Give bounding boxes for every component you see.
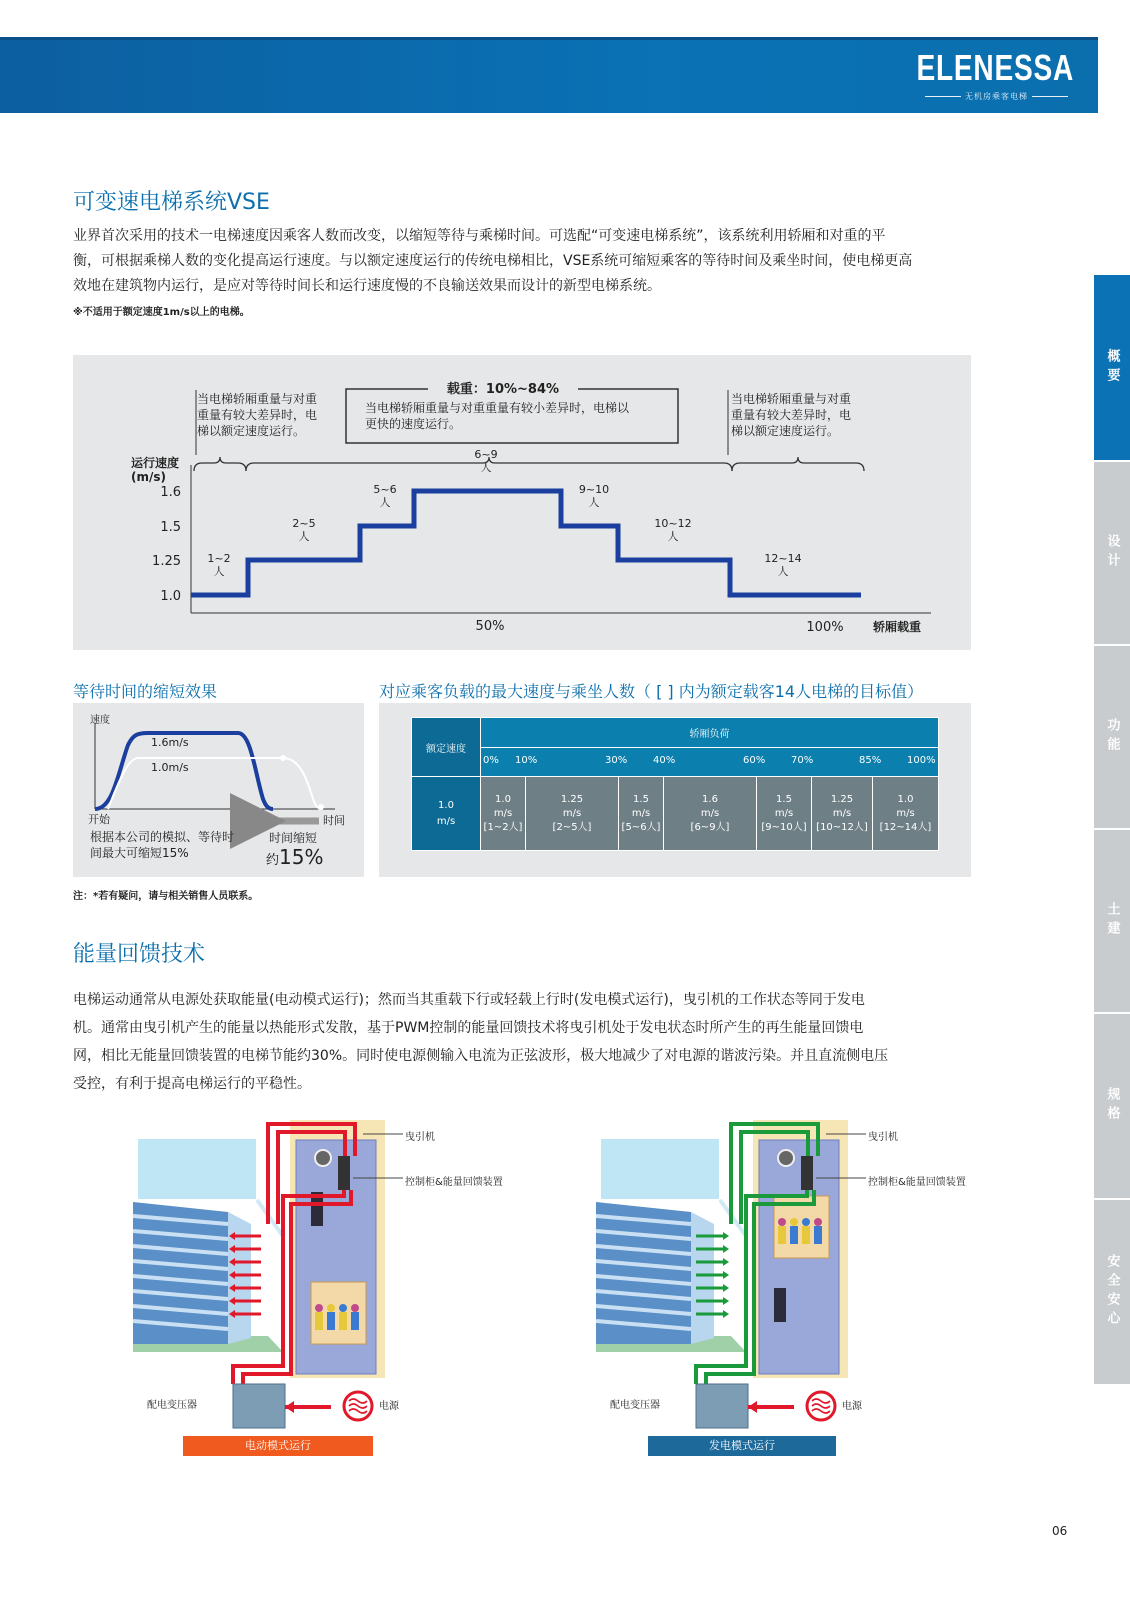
control-cabinet-icon <box>801 1156 813 1190</box>
cell-unit: m/s <box>562 807 582 819</box>
table-cell <box>526 777 619 851</box>
middle-annotation-box <box>346 389 678 443</box>
step-label: 6~9 人 <box>474 448 498 474</box>
traction-machine-icon <box>778 1150 794 1166</box>
cell-unit: m/s <box>631 807 651 819</box>
chart-y-label: 运行速度(m/s) <box>131 456 180 484</box>
step-label: 10~12 人 <box>654 517 692 543</box>
cell-people: [1~2人] <box>483 821 523 833</box>
table-cell <box>873 777 939 851</box>
side-tab-label: 规格 <box>1104 1087 1120 1125</box>
wait-x-label: 时间 <box>323 814 345 827</box>
wait-speed-low: 1.0m/s <box>151 761 189 774</box>
middle-annotation: 当电梯轿厢重量与对重重量有较小差异时，电梯以更快的速度运行。 <box>365 401 630 431</box>
vse-line: 衡，可根据乘梯人数的变化提高运行速度。与以额定速度运行的传统电梯相比，VSE系统可缩短乘客的等待时间及乘坐时间，使电梯更高 <box>73 253 913 269</box>
side-tab-overview[interactable] <box>1094 275 1130 462</box>
vse-line: 效地在建筑物内运行，是应对等待时间长和运行速度慢的不良输送效果而设计的新型电梯系统。 <box>73 278 661 294</box>
cell-unit: m/s <box>832 807 852 819</box>
table-note: 注：*若有疑问，请与相关销售人员联系。 <box>73 891 259 902</box>
cell-people: [6~9人] <box>690 821 730 833</box>
wait-curve-low <box>108 758 321 809</box>
cell-people: [2~5人] <box>552 821 592 833</box>
transformer-icon <box>696 1384 748 1428</box>
mode-label: 电动模式运行 <box>183 1436 373 1456</box>
transformer-label: 配电变压器 <box>147 1400 197 1411</box>
traction-label: 曳引机 <box>868 1132 898 1143</box>
side-tab-design[interactable] <box>1094 462 1130 646</box>
side-tab-civil[interactable] <box>1094 830 1130 1014</box>
controller-label: 控制柜&能量回馈装置 <box>405 1177 503 1188</box>
rated-speed-header: 额定速度 <box>412 718 481 777</box>
sky-panel <box>137 1138 257 1200</box>
percent-label: 40% <box>653 755 676 766</box>
sky-panel <box>600 1138 720 1200</box>
cell-speed: 1.5 <box>633 793 649 805</box>
wait-panel <box>73 703 364 877</box>
wait-reduction-value: 15% <box>279 845 324 869</box>
vse-chart-panel <box>73 355 971 650</box>
regen-line: 受控，有利于提高电梯运行的平稳性。 <box>73 1076 311 1092</box>
wait-y-label: 速度 <box>90 715 110 726</box>
step-label: 12~14 人 <box>764 552 802 578</box>
cell-speed: 1.25 <box>830 793 854 805</box>
y-tick-label: 1.6 <box>160 485 181 500</box>
traction-label: 曳引机 <box>405 1132 435 1143</box>
counterweight-icon <box>774 1288 786 1322</box>
percent-label: 100% <box>907 755 936 766</box>
vse-step-chart <box>73 355 971 650</box>
percent-label: 70% <box>791 755 814 766</box>
cell-speed: 1.5 <box>776 793 792 805</box>
transformer-label: 配电变压器 <box>610 1400 660 1411</box>
control-cabinet-icon <box>338 1156 350 1190</box>
left-annotation: 当电梯轿厢重量与对重重量有较大差异时，电梯以额定速度运行。 <box>197 392 318 438</box>
cell-speed: 1.6 <box>702 793 718 805</box>
transformer-icon <box>233 1384 285 1428</box>
table-panel <box>379 703 971 877</box>
vse-paragraph <box>73 224 993 299</box>
cell-speed: 1.0 <box>897 793 914 805</box>
x-tick-label: 50% <box>475 619 505 634</box>
side-tab-spec[interactable] <box>1094 1014 1130 1200</box>
vse-line: 业界首次采用的技术一电梯速度因乘客人数而改变，以缩短等待与乘梯时间。可选配“可变速电梯系统”，该系统利用轿厢和对重的平 <box>73 228 886 244</box>
cell-unit: m/s <box>774 807 794 819</box>
percent-row <box>481 748 939 777</box>
wait-speed-high: 1.6m/s <box>151 736 189 749</box>
side-tab-label: 功能 <box>1104 718 1120 756</box>
wait-reduction-prefix: 约 <box>266 853 280 868</box>
y-tick-label: 1.0 <box>160 589 181 604</box>
range-brace <box>732 457 864 471</box>
rated-speed-value <box>412 777 481 851</box>
mode-label: 发电模式运行 <box>648 1436 836 1456</box>
step-label: 1~2 人 <box>207 552 231 578</box>
wait-note: 根据本公司的模拟、等待时 间最大可缩短15% <box>90 830 235 860</box>
percent-label: 85% <box>859 755 882 766</box>
cell-unit: m/s <box>700 807 720 819</box>
brand-subtitle: 无机房乘客电梯 <box>921 91 1072 102</box>
chart-x-label: 轿厢载重 <box>873 620 922 634</box>
wait-start-label: 开始 <box>88 813 110 826</box>
step-label: 9~10 人 <box>578 483 610 509</box>
side-tab-label: 概要 <box>1104 348 1120 387</box>
regen-line: 机。通常由曳引机产生的能量以热能形式发散，基于PWM控制的能量回馈技术将曳引机处于发电状态时所产生的再生能量回馈电 <box>73 1020 864 1036</box>
side-tab-label: 土建 <box>1104 902 1120 940</box>
side-tab-function[interactable] <box>1094 646 1130 830</box>
wait-title: 等待时间的缩短效果 <box>73 682 218 701</box>
table-cell <box>664 777 757 851</box>
cell-people: [12~14人] <box>879 821 932 833</box>
regen-paragraph <box>73 986 993 1098</box>
middle-annotation-title: 载重：10%~84% <box>446 382 560 397</box>
y-tick-label: 1.25 <box>152 554 181 569</box>
table-cell <box>812 777 873 851</box>
brand-logo: ELENESSA <box>916 47 1074 88</box>
side-tab-label: 安全安心 <box>1104 1254 1120 1330</box>
table-cell <box>757 777 812 851</box>
step-label: 2~5 人 <box>292 517 316 543</box>
side-tab-label: 设计 <box>1104 534 1120 572</box>
wait-reduction-label: 时间缩短 <box>269 831 318 845</box>
cell-unit: m/s <box>493 807 513 819</box>
regen-line: 网，相比无能量回馈装置的电梯节能约30%。同时使电源侧输入电流为正弦波形，极大地减少了对电源的谐波污染。并且直流侧电压 <box>73 1048 889 1064</box>
right-annotation: 当电梯轿厢重量与对重重量有较大差异时，电梯以额定速度运行。 <box>731 392 852 438</box>
page-number: 06 <box>1052 1524 1068 1538</box>
x-tick-label: 100% <box>806 620 844 635</box>
table-cell <box>619 777 664 851</box>
power-label: 电源 <box>379 1401 399 1412</box>
step-label: 5~6 人 <box>373 483 397 509</box>
range-brace <box>194 457 246 471</box>
load-header: 轿厢负荷 <box>481 718 939 748</box>
y-tick-label: 1.5 <box>160 520 181 535</box>
speed-table <box>411 717 939 851</box>
cell-speed: 1.0 <box>495 793 511 805</box>
header-band <box>0 37 1098 113</box>
vse-title: 可变速电梯系统VSE <box>73 190 270 215</box>
table-cell <box>481 777 526 851</box>
percent-label: 30% <box>605 755 628 766</box>
wait-reduction <box>266 845 323 869</box>
cell-people: [5~6人] <box>621 821 661 833</box>
cell-unit: m/s <box>896 807 915 819</box>
regen-title: 能量回馈技术 <box>73 942 206 967</box>
cell-people: [9~10人] <box>761 821 807 833</box>
vse-note: ※不适用于额定速度1m/s以上的电梯。 <box>73 307 250 318</box>
table-title: 对应乘客负载的最大速度与乘坐人数（ [ ] 内为额定载客14人电梯的目标值） <box>379 682 924 701</box>
percent-label: 0% <box>483 755 499 766</box>
cell-speed: 1.25 <box>560 793 584 805</box>
traction-machine-icon <box>315 1150 331 1166</box>
controller-label: 控制柜&能量回馈装置 <box>868 1177 966 1188</box>
regen-line: 电梯运动通常从电源处获取能量(电动模式运行)；然而当其重载下行或轻载上行时(发电模式运行)，曳引机的工作状态等同于发电 <box>73 992 865 1008</box>
side-tab-safety[interactable] <box>1094 1200 1130 1386</box>
rated-speed-unit: m/s <box>436 815 456 827</box>
regen-diagram <box>133 1116 513 1461</box>
percent-label: 10% <box>515 755 538 766</box>
percent-label: 60% <box>743 755 766 766</box>
rated-speed-number: 1.0 <box>438 799 454 811</box>
regen-diagram <box>596 1116 976 1461</box>
power-label: 电源 <box>842 1401 862 1412</box>
speed-step-line <box>191 491 861 595</box>
cell-people: [10~12人] <box>816 821 868 833</box>
